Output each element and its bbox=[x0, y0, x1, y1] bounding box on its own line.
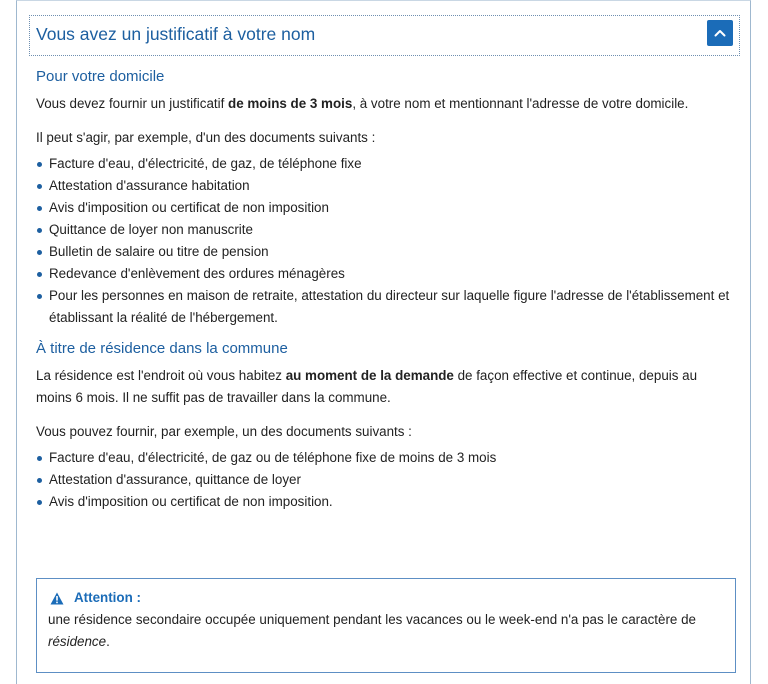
list-item-text: Bulletin de salaire ou titre de pension bbox=[49, 244, 269, 259]
list-item bbox=[36, 219, 736, 241]
chevron-up-icon bbox=[714, 29, 726, 37]
domicile-intro-emphasis: de moins de 3 mois bbox=[228, 96, 353, 111]
domicile-intro-text: Vous devez fournir un justificatif bbox=[36, 96, 229, 111]
list-item bbox=[36, 447, 736, 469]
list-item bbox=[36, 263, 736, 285]
list-item-text: Attestation d'assurance habitation bbox=[49, 178, 250, 193]
domicile-document-list bbox=[36, 153, 736, 329]
residence-document-list bbox=[36, 447, 736, 513]
accordion-header[interactable] bbox=[29, 15, 740, 56]
list-item-text: Redevance d'enlèvement des ordures ménagères bbox=[49, 266, 345, 281]
accordion-title: Vous avez un justificatif à votre nom bbox=[36, 24, 316, 44]
residence-list-intro: Vous pouvez fournir, par exemple, un des documents suivants : bbox=[36, 424, 412, 439]
list-item bbox=[36, 285, 736, 329]
heading-residence: À titre de résidence dans la commune bbox=[36, 340, 288, 357]
list-item-text: Quittance de loyer non manuscrite bbox=[49, 222, 253, 237]
attention-text-main: une résidence secondaire occupée uniquement pendant les vacances ou le week-end n'a pas le caractère de bbox=[48, 612, 696, 627]
heading-domicile: Pour votre domicile bbox=[36, 68, 165, 85]
attention-box bbox=[36, 578, 736, 673]
attention-text-end: . bbox=[106, 634, 110, 649]
domicile-intro-rest: , à votre nom et mentionnant l'adresse de votre domicile. bbox=[352, 96, 689, 111]
residence-intro-rest: de façon effective et continue, depuis au moins 6 mois. Il ne suffit pas de travailler dans la commune. bbox=[36, 368, 698, 405]
residence-intro bbox=[36, 365, 736, 409]
domicile-list-intro: Il peut s'agir, par exemple, d'un des documents suivants : bbox=[36, 130, 376, 145]
list-item-text: Avis d'imposition ou certificat de non imposition bbox=[49, 200, 329, 215]
residence-intro-text: La résidence est l'endroit où vous habitez bbox=[36, 368, 286, 383]
accordion-body bbox=[36, 67, 736, 513]
list-item-text: Facture d'eau, d'électricité, de gaz, de téléphone fixe bbox=[49, 156, 362, 171]
list-item-text: Avis d'imposition ou certificat de non imposition. bbox=[49, 494, 333, 509]
attention-text bbox=[48, 609, 735, 653]
attention-text-emphasis: résidence bbox=[48, 634, 107, 649]
residence-intro-emphasis: au moment de la demande bbox=[285, 368, 454, 383]
list-item bbox=[36, 491, 736, 513]
attention-header bbox=[48, 589, 735, 607]
domicile-intro bbox=[36, 93, 736, 115]
warning-icon bbox=[50, 592, 64, 605]
list-item bbox=[36, 197, 736, 219]
list-item bbox=[36, 469, 736, 491]
list-item-text: Facture d'eau, d'électricité, de gaz ou de téléphone fixe de moins de 3 mois bbox=[49, 450, 497, 465]
list-item bbox=[36, 175, 736, 197]
list-item bbox=[36, 241, 736, 263]
attention-title: Attention : bbox=[74, 590, 141, 605]
collapse-button[interactable] bbox=[707, 20, 733, 46]
list-item-text: Attestation d'assurance, quittance de loyer bbox=[49, 472, 301, 487]
list-item bbox=[36, 153, 736, 175]
list-item-text: Pour les personnes en maison de retraite, attestation du directeur sur laquelle figure l'adresse de l'établissement et établissant la réalité de l'hébergement. bbox=[49, 288, 730, 325]
